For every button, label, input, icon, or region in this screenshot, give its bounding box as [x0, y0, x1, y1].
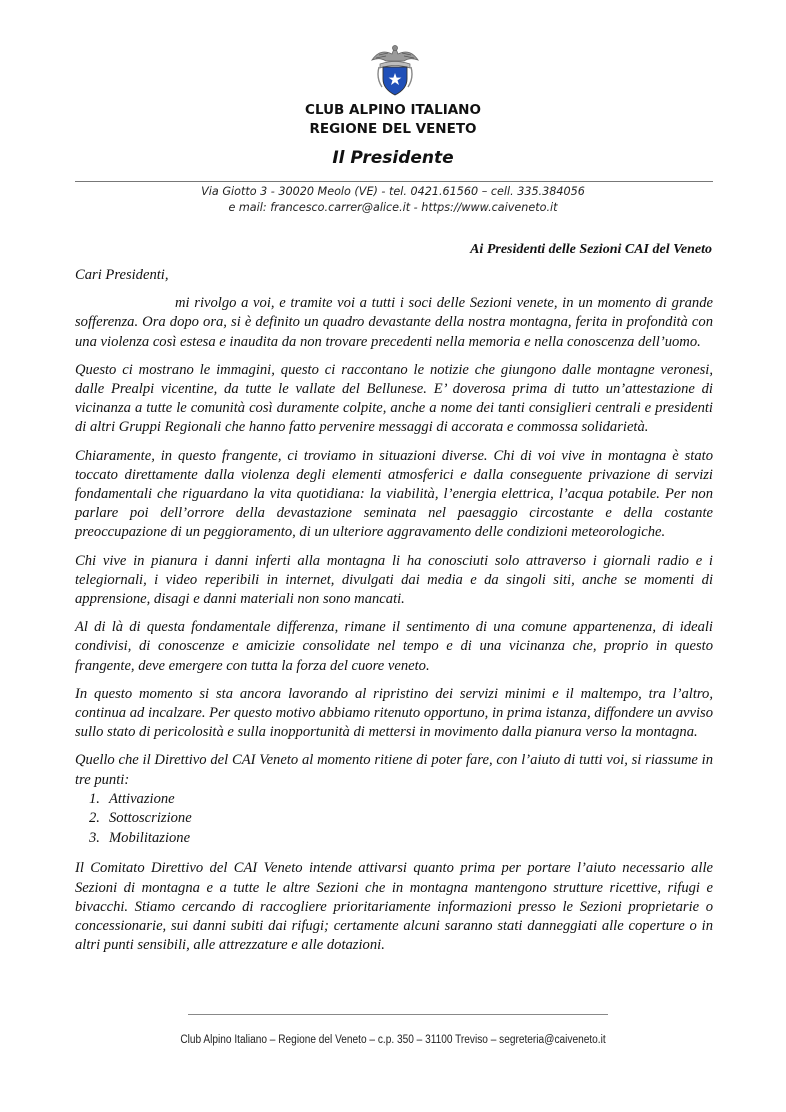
list-number: 1.	[89, 790, 100, 807]
list-label: Sottoscrizione	[109, 810, 192, 827]
list-label: Mobilitazione	[109, 829, 191, 846]
list-number: 2.	[89, 810, 100, 827]
paragraph: Chi vive in pianura i danni inferti alla montagna li ha conosciuti solo attraverso i giornali radio e i telegiornali, i video reperibili in internet, divulgati dai media e da singoli siti, anche se momenti di apprensione, disagi e danni materiali non sono mancati.	[75, 552, 713, 608]
sender-office: Il Presidente	[332, 148, 454, 168]
paragraph: mi rivolgo a voi, e tramite voi a tutti i soci delle Sezioni venete, in un momento di grande sofferenza. Ora dopo ora, si è definito un quadro devastante della nostra montagna, ferita in profondità con una violenza così estesa e inaudita da non trovare precedenti nella memoria e nella conoscenza dell’uomo.	[75, 295, 713, 350]
footer-divider	[188, 1014, 608, 1015]
greeting: Cari Presidenti,	[75, 267, 169, 283]
points-list	[75, 790, 713, 849]
list-label: Attivazione	[109, 790, 175, 807]
cai-eagle-shield-star-icon	[366, 40, 424, 98]
organization-region: REGIONE DEL VENETO	[309, 121, 477, 137]
list-number: 3.	[89, 829, 100, 846]
paragraph: Quello che il Direttivo del CAI Veneto al momento ritiene di poter fare, con l’aiuto di tutti voi, si riassume in tre punti:	[75, 752, 713, 788]
contact-email-website: e mail: francesco.carrer@alice.it - https://www.caiveneto.it	[228, 201, 558, 214]
list-item	[75, 790, 713, 810]
paragraph: Al di là di questa fondamentale differenza, rimane il sentimento di una comune appartenenza, di ideali condivisi, di conoscenze e amicizie consolidate nel tempo e di una vicinanza che, proprio in questo frangente, deve emergere con tutta la forza del cuore veneto.	[75, 619, 713, 674]
header-divider	[75, 181, 713, 182]
list-item	[75, 809, 713, 829]
organization-name: CLUB ALPINO ITALIANO	[305, 102, 481, 118]
paragraph: In questo momento si sta ancora lavorando al ripristino dei servizi minimi e il maltempo, tra l’altro, continua ad incalzare. Per questo motivo abbiamo ritenuto opportuno, in prima istanza, diffondere un avviso sullo stato di pericolosità e sulla inopportunità di mettersi in movimento dalla pianura verso la montagna.	[75, 685, 713, 741]
closing-paragraph: Il Comitato Direttivo del CAI Veneto intende attivarsi quanto prima per portare l’aiuto necessario alle Sezioni di montagna e a tutte le altre Sezioni che in montagna mantengono strutture ricettive, rifugi e bivacchi. Stiamo cercando di raccogliere prioritariamente informazioni presso le Sezioni proprietarie o concessionarie, sui danni subiti dai rifugi; certamente alcuni saranno stati danneggiati alle coperture o in altri punti sensibili, alle attrezzature e alle dotazioni.	[75, 860, 713, 954]
list-item	[75, 829, 713, 849]
addressee: Ai Presidenti delle Sezioni CAI del Veneto	[470, 242, 712, 257]
letter-body	[75, 266, 713, 964]
contact-address-phone: Via Giotto 3 - 30020 Meolo (VE) - tel. 0421.61560 – cell. 335.384056	[201, 185, 585, 198]
paragraph: Chiaramente, in questo frangente, ci troviamo in situazioni diverse. Chi di voi vive in montagna è stato toccato direttamente dalla violenza degli elementi atmosferici e dalla conseguente privazione di servizi fondamentali che riguardano la vita quotidiana: la viabilità, l’energia elettrica, l’acqua potabile. Per non parlare poi dell’orrore della devastazione seminata nel paesaggio circostante e della costante preoccupazione di un peggioramento, di un ulteriore aggravamento delle condizioni meteorologiche.	[75, 447, 713, 541]
footer-text: Club Alpino Italiano – Regione del Veneto – c.p. 350 – 31100 Treviso – segreteria@caiveneto.it	[180, 1034, 606, 1046]
paragraph: Questo ci mostrano le immagini, questo ci raccontano le notizie che giungono dalle montagne veronesi, dalle Prealpi vicentine, da tutte le vallate del Bellunese. E’ doverosa prima di tutto un’attestazione di vicinanza a tutte le comunità così duramente colpite, anche a nome dei tanti consiglieri centrali e presidenti di altri Gruppi Regionali che hanno fatto pervenire messaggi di accorata e commossa solidarietà.	[75, 361, 713, 436]
